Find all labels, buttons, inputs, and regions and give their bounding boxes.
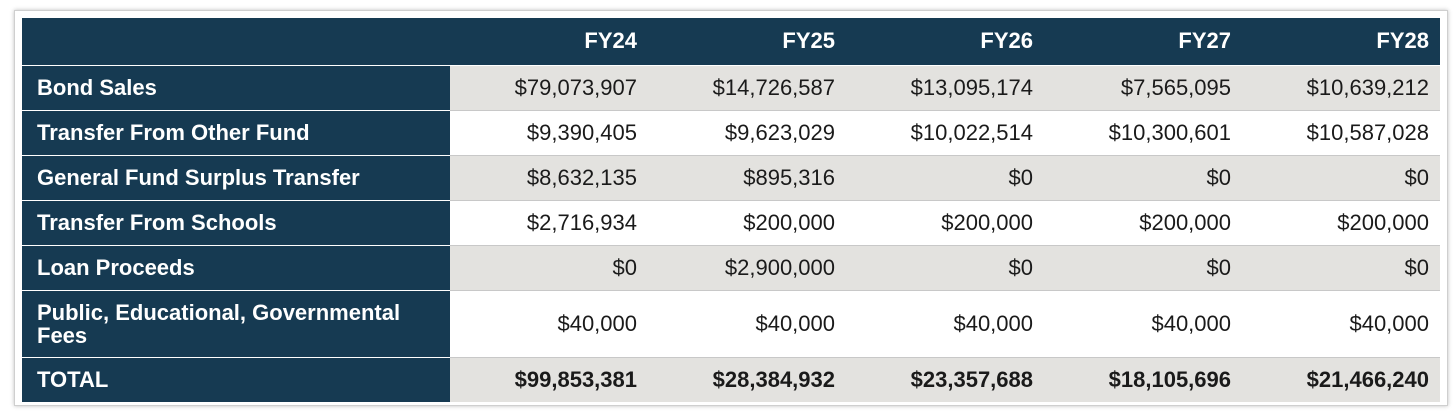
table-cell: $0 bbox=[1044, 245, 1242, 290]
total-cell: $23,357,688 bbox=[846, 357, 1044, 402]
table-cell: $7,565,095 bbox=[1044, 65, 1242, 110]
row-label: Bond Sales bbox=[22, 65, 450, 110]
total-cell: $99,853,381 bbox=[450, 357, 648, 402]
total-row bbox=[22, 357, 1440, 402]
header-cell-label bbox=[22, 18, 450, 65]
table-cell: $10,587,028 bbox=[1242, 110, 1440, 155]
table-row bbox=[22, 290, 1440, 357]
table-row bbox=[22, 65, 1440, 110]
table-cell: $200,000 bbox=[1044, 200, 1242, 245]
header-cell-fy26: FY26 bbox=[846, 18, 1044, 65]
table-cell: $40,000 bbox=[1044, 290, 1242, 357]
row-label: Public, Educational, Governmental Fees bbox=[22, 290, 450, 357]
header-cell-fy24: FY24 bbox=[450, 18, 648, 65]
total-cell: $21,466,240 bbox=[1242, 357, 1440, 402]
funding-sources-table bbox=[22, 18, 1440, 402]
table-cell: $200,000 bbox=[846, 200, 1044, 245]
table-cell: $79,073,907 bbox=[450, 65, 648, 110]
header-cell-fy25: FY25 bbox=[648, 18, 846, 65]
table-cell: $2,716,934 bbox=[450, 200, 648, 245]
table-row bbox=[22, 110, 1440, 155]
table-cell: $10,022,514 bbox=[846, 110, 1044, 155]
row-label: Transfer From Schools bbox=[22, 200, 450, 245]
header-cell-fy27: FY27 bbox=[1044, 18, 1242, 65]
table-cell: $9,390,405 bbox=[450, 110, 648, 155]
table-row bbox=[22, 155, 1440, 200]
table-cell: $200,000 bbox=[1242, 200, 1440, 245]
table-row bbox=[22, 245, 1440, 290]
row-label-total: TOTAL bbox=[22, 357, 450, 402]
table-cell: $10,639,212 bbox=[1242, 65, 1440, 110]
table-cell: $40,000 bbox=[1242, 290, 1440, 357]
table-frame bbox=[14, 10, 1448, 406]
table-cell: $9,623,029 bbox=[648, 110, 846, 155]
table-cell: $40,000 bbox=[648, 290, 846, 357]
table-cell: $2,900,000 bbox=[648, 245, 846, 290]
table-cell: $200,000 bbox=[648, 200, 846, 245]
table-cell: $40,000 bbox=[450, 290, 648, 357]
row-label: Loan Proceeds bbox=[22, 245, 450, 290]
table-cell: $0 bbox=[1044, 155, 1242, 200]
total-cell: $18,105,696 bbox=[1044, 357, 1242, 402]
row-label: General Fund Surplus Transfer bbox=[22, 155, 450, 200]
table-cell: $8,632,135 bbox=[450, 155, 648, 200]
table-cell: $10,300,601 bbox=[1044, 110, 1242, 155]
row-label: Transfer From Other Fund bbox=[22, 110, 450, 155]
header-row bbox=[22, 18, 1440, 65]
table-cell: $40,000 bbox=[846, 290, 1044, 357]
table-cell: $895,316 bbox=[648, 155, 846, 200]
table-cell: $0 bbox=[1242, 245, 1440, 290]
table-cell: $0 bbox=[1242, 155, 1440, 200]
header-cell-fy28: FY28 bbox=[1242, 18, 1440, 65]
table-cell: $13,095,174 bbox=[846, 65, 1044, 110]
table-cell: $0 bbox=[846, 245, 1044, 290]
total-cell: $28,384,932 bbox=[648, 357, 846, 402]
table-cell: $14,726,587 bbox=[648, 65, 846, 110]
table-row bbox=[22, 200, 1440, 245]
table-cell: $0 bbox=[846, 155, 1044, 200]
table-cell: $0 bbox=[450, 245, 648, 290]
